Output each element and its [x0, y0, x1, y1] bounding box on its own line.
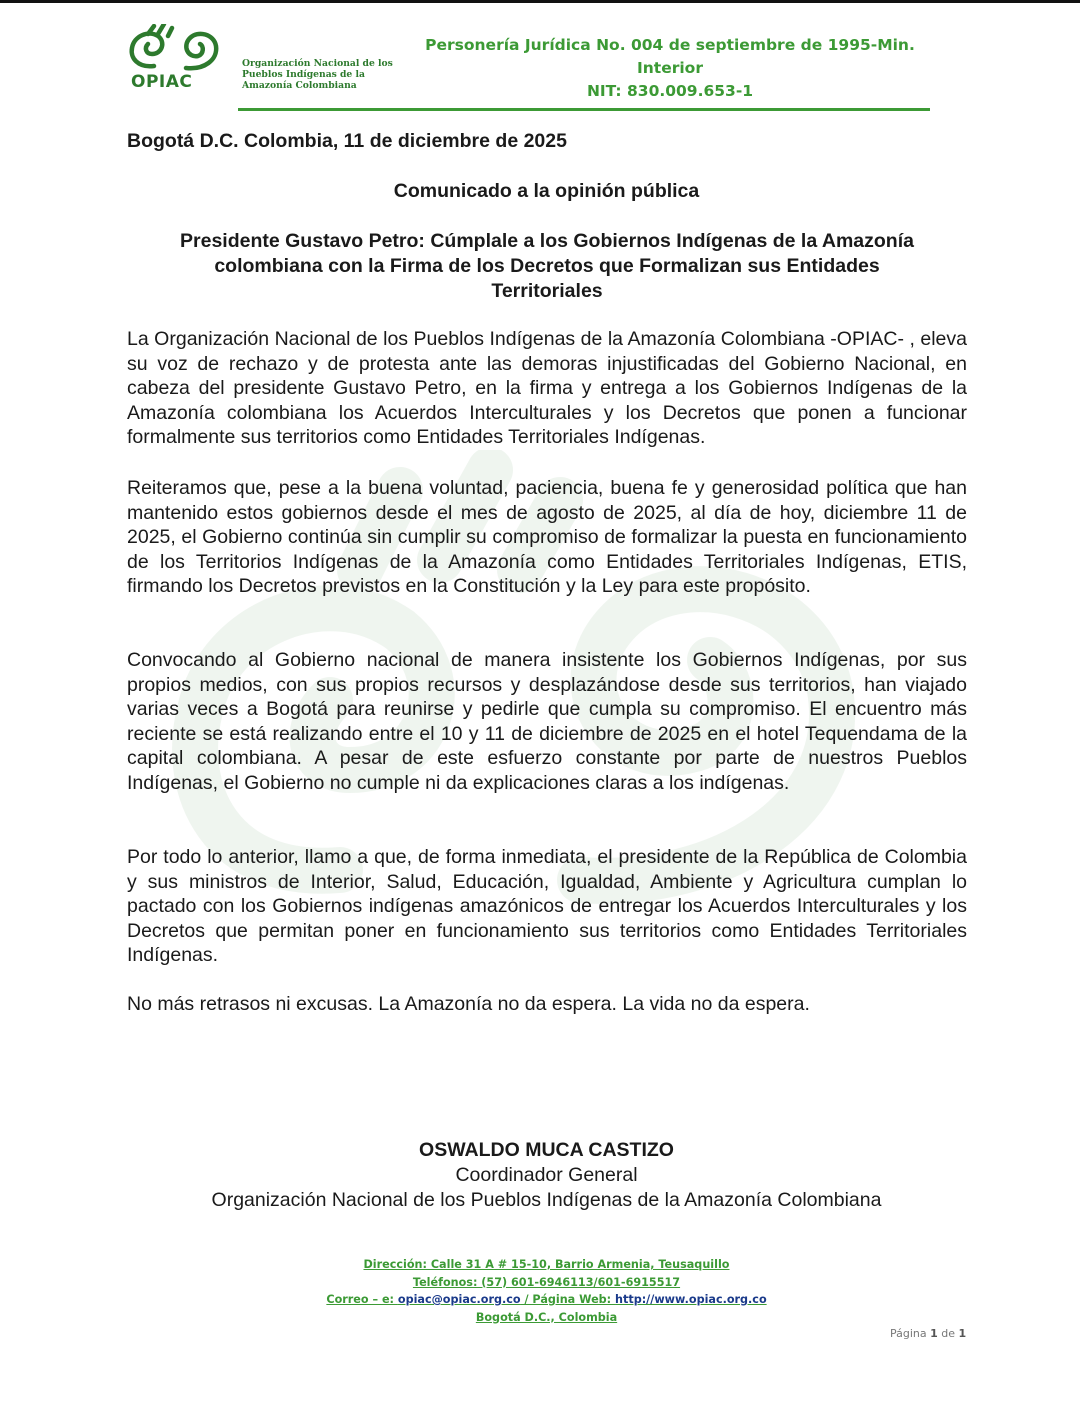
paragraph: Reiteramos que, pese a la buena voluntad, paciencia, buena fe y generosidad política que han mantenido estos gobiernos desde el mes de agosto de 2025, al día de hoy, diciembre 11 de 2025, el Gobierno continúa sin cumplir su compromiso de formalizar la puesta en funcionamiento de los Territorios Indígenas de la Amazonía como Entidades Territoriales Indígenas, ETIS, firmando los Decretos previstos en la Constitución y la Ley para este propósito. — [127, 477, 967, 598]
paragraph: No más retrasos ni excusas. La Amazonía no da espera. La vida no da espera. — [127, 993, 810, 1015]
website-link[interactable]: http://www.opiac.org.co — [615, 1293, 767, 1306]
footer-phones: Teléfonos: (57) 601-6946113/601-6915517 — [412, 1275, 681, 1289]
footer-contact — [0, 1256, 1080, 1326]
header-divider — [238, 108, 930, 111]
logo-acronym: OPIAC — [131, 72, 193, 92]
legal-nit: NIT: 830.009.653-1 — [586, 82, 754, 100]
paragraph: Por todo lo anterior, llamo a que, de forma inmediata, el presidente de la República de Colombia y sus ministros de Interior, Salud, Educación, Igualdad, Ambiente y Agricultura cumplan lo pactado con los Gobiernos indígenas amazónicos de entregar los Acuerdos Interculturales y los Decretos que permitan poner en funcionamiento sus territorios como Entidades Territoriales Indígenas. — [127, 846, 967, 967]
paragraph: Convocando al Gobierno nacional de manera insistente los Gobiernos Indígenas, por sus propios medios, con sus propios recursos y desplazándose desde sus territorios, han viajado varias veces a Bogotá para reunirse y pedirle que cumpla su compromiso. El encuentro más reciente se está realizando entre el 10 y 11 de diciembre de 2025 en el hotel Tequendama de la capital colombiana. A pesar de este esfuerzo constante por parte de nuestros Pueblos Indígenas, el Gobierno no cumple ni da explicaciones claras a los indígenas. — [127, 649, 967, 794]
logo-org-name: Organización Nacional de los Pueblos Indígenas de la Amazonía Colombiana — [242, 58, 393, 91]
letter-headline: Presidente Gustavo Petro: Cúmplale a los Gobiernos Indígenas de la Amazonía colombiana con la Firma de los Decretos que Formalizan sus Entidades Territoriales — [180, 230, 914, 302]
top-border — [0, 0, 1080, 3]
letter-title: Comunicado a la opinión pública — [393, 180, 700, 202]
signatory-role: Coordinador General — [455, 1164, 638, 1186]
footer-contact-line: Correo – e: opiac@opiac.org.co / Página Web: http://www.opiac.org.co — [326, 1293, 767, 1306]
opiac-logo — [124, 24, 394, 96]
footer-city: Bogotá D.C., Colombia — [475, 1310, 618, 1324]
legal-info — [410, 34, 930, 103]
letter-date: Bogotá D.C. Colombia, 11 de diciembre de 2025 — [127, 130, 567, 152]
page-number: Página 1 de 1 — [890, 1327, 967, 1340]
paragraph: La Organización Nacional de los Pueblos Indígenas de la Amazonía Colombiana -OPIAC- , eleva su voz de rechazo y de protesta ante las demoras injustificadas del Gobierno Nacional, en cabeza del presidente Gustavo Petro, en la firma y entrega a los Gobiernos Indígenas de la Amazonía colombiana los Acuerdos Interculturales y los Decretos que ponen a funcionar formalmente sus territorios como Entidades Territoriales Indígenas. — [127, 328, 967, 449]
spiral-logo-icon — [124, 24, 244, 74]
footer-address: Dirección: Calle 31 A # 15-10, Barrio Armenia, Teusaquillo — [363, 1258, 730, 1271]
signatory-organization: Organización Nacional de los Pueblos Indígenas de la Amazonía Colombiana — [211, 1189, 882, 1211]
email-link[interactable]: opiac@opiac.org.co — [397, 1293, 521, 1306]
legal-registration: Personería Jurídica No. 004 de septiembre de 1995-Min. Interior — [425, 36, 915, 77]
signatory-name: OSWALDO MUCA CASTIZO — [419, 1139, 674, 1161]
